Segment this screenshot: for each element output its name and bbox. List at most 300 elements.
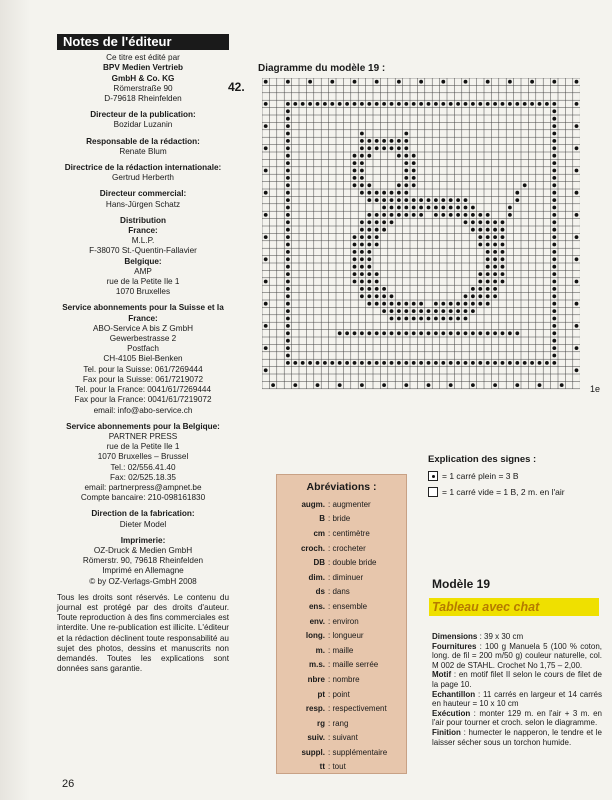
filled-cell xyxy=(286,139,290,143)
filled-cell xyxy=(508,80,512,84)
filled-cell xyxy=(456,213,460,217)
filled-cell xyxy=(434,331,438,335)
filled-cell xyxy=(397,361,401,365)
filled-cell xyxy=(360,183,364,187)
filled-cell xyxy=(493,235,497,239)
filled-cell xyxy=(360,287,364,291)
filled-cell xyxy=(286,294,290,298)
filled-cell xyxy=(367,280,371,284)
notes-block xyxy=(57,536,229,587)
filled-cell xyxy=(367,272,371,276)
filled-cell xyxy=(552,354,556,358)
filled-cell xyxy=(478,272,482,276)
abbreviation-value: : bride xyxy=(328,514,351,524)
filled-cell xyxy=(404,169,408,173)
filled-cell xyxy=(390,220,394,224)
filled-cell xyxy=(271,383,275,387)
filled-cell xyxy=(552,287,556,291)
abbreviation-key: m. xyxy=(315,645,325,655)
filled-cell xyxy=(353,176,357,180)
abbreviation-row xyxy=(282,585,401,600)
abbreviation-value: : maille xyxy=(328,645,354,655)
abbreviation-key: env. xyxy=(309,616,325,626)
description-text: : en motif filet II selon le cours de filet de la page 10. xyxy=(432,670,602,689)
block-line: CH-4105 Biel-Benken xyxy=(103,354,183,364)
filled-cell xyxy=(264,280,268,284)
abbreviation-row xyxy=(282,643,401,658)
filled-cell xyxy=(552,191,556,195)
filled-cell xyxy=(552,198,556,202)
filled-cell xyxy=(286,309,290,313)
filled-cell xyxy=(286,339,290,343)
abbreviation-row xyxy=(282,628,401,643)
block-line: rue de la Petite Ile 1 xyxy=(106,442,180,452)
filled-cell xyxy=(515,361,519,365)
block-title: Directeur commercial: xyxy=(99,189,187,199)
filled-cell xyxy=(493,272,497,276)
description-label: Dimensions xyxy=(432,632,478,641)
filled-cell xyxy=(375,220,379,224)
filled-cell xyxy=(464,80,468,84)
filled-cell xyxy=(360,383,364,387)
filled-cell xyxy=(486,294,490,298)
filled-cell xyxy=(382,139,386,143)
filled-cell xyxy=(552,361,556,365)
filled-cell xyxy=(397,139,401,143)
filled-cell xyxy=(501,235,505,239)
abbreviation-value: : centimètre xyxy=(328,528,370,538)
block-line: 1070 Bruxelles xyxy=(115,287,171,297)
filled-cell xyxy=(382,220,386,224)
filled-cell xyxy=(575,368,579,372)
filled-cell xyxy=(478,280,482,284)
legend-title: Explication des signes : xyxy=(428,454,537,465)
filled-cell xyxy=(552,228,556,232)
filled-cell xyxy=(286,361,290,365)
filled-cell xyxy=(397,302,401,306)
filled-cell xyxy=(264,80,268,84)
filled-cell xyxy=(456,361,460,365)
block-line: Gertrud Herberth xyxy=(112,173,174,183)
block-title: Service abonnements pour la Belgique: xyxy=(66,421,220,431)
filled-cell xyxy=(560,383,564,387)
filled-cell xyxy=(264,257,268,261)
filled-cell xyxy=(552,324,556,328)
filled-cell xyxy=(501,243,505,247)
abbreviation-value: : point xyxy=(328,689,350,699)
filled-cell xyxy=(538,102,542,106)
filled-cell xyxy=(375,235,379,239)
abbreviation-row xyxy=(282,658,401,673)
filled-cell xyxy=(552,250,556,254)
filled-cell xyxy=(264,302,268,306)
filled-cell xyxy=(456,206,460,210)
filled-cell xyxy=(478,213,482,217)
notes-block xyxy=(57,189,229,209)
filled-cell xyxy=(441,206,445,210)
filled-cell xyxy=(478,220,482,224)
filled-cell xyxy=(367,331,371,335)
filled-cell xyxy=(493,280,497,284)
filled-cell xyxy=(375,80,379,84)
filled-cell xyxy=(293,361,297,365)
abbreviation-key: croch. xyxy=(300,543,325,553)
filled-cell xyxy=(308,361,312,365)
filled-cell xyxy=(434,309,438,313)
filled-cell xyxy=(345,102,349,106)
filled-cell xyxy=(375,280,379,284)
filled-cell xyxy=(264,368,268,372)
filled-cell xyxy=(353,361,357,365)
filled-cell xyxy=(575,302,579,306)
filled-cell xyxy=(264,102,268,106)
filled-cell xyxy=(353,169,357,173)
filled-cell xyxy=(286,146,290,150)
filled-cell xyxy=(501,228,505,232)
description-text: : monter 129 m. en l'air + 3 m. en l'air pour tourner et croch. selon le diagramme. xyxy=(432,708,602,728)
filled-cell xyxy=(464,213,468,217)
filled-cell xyxy=(397,213,401,217)
notes-blocks xyxy=(57,110,229,587)
filled-cell xyxy=(286,228,290,232)
filled-cell xyxy=(501,102,505,106)
description-text: : humecter le napperon, le tendre et le laisser sécher sous un torchon humide. xyxy=(432,727,602,747)
abbreviation-value: : diminuer xyxy=(328,572,364,582)
filled-cell xyxy=(367,257,371,261)
filled-cell xyxy=(338,383,342,387)
filled-cell xyxy=(382,294,386,298)
filled-cell xyxy=(390,317,394,321)
filled-cell xyxy=(323,361,327,365)
abbreviation-row xyxy=(282,555,401,570)
filled-cell xyxy=(286,213,290,217)
block-line: M.L.P. xyxy=(131,236,155,246)
filled-cell xyxy=(404,198,408,202)
abbreviation-key: ens. xyxy=(308,601,325,611)
filled-cell xyxy=(412,183,416,187)
filled-cell xyxy=(552,213,556,217)
filled-cell xyxy=(575,346,579,350)
filled-cell xyxy=(552,339,556,343)
filled-cell xyxy=(375,139,379,143)
publisher-line: Ce titre est édité par xyxy=(106,53,180,63)
filled-cell xyxy=(471,294,475,298)
editor-notes xyxy=(57,34,229,674)
filled-cell xyxy=(449,213,453,217)
filled-cell xyxy=(552,161,556,165)
abbreviation-row xyxy=(282,541,401,556)
filled-cell xyxy=(515,191,519,195)
filled-cell xyxy=(478,302,482,306)
filled-cell xyxy=(286,183,290,187)
filled-cell xyxy=(286,243,290,247)
abbreviation-row xyxy=(282,614,401,629)
filled-cell xyxy=(552,309,556,313)
filled-cell xyxy=(456,302,460,306)
filled-cell xyxy=(375,243,379,247)
filled-cell xyxy=(375,294,379,298)
filled-cell xyxy=(367,287,371,291)
filled-cell xyxy=(434,206,438,210)
filled-cell xyxy=(390,191,394,195)
filled-cell xyxy=(397,317,401,321)
filled-cell xyxy=(486,220,490,224)
filled-cell xyxy=(486,280,490,284)
filled-cell xyxy=(390,302,394,306)
abbreviation-key: B xyxy=(319,514,325,524)
filled-cell xyxy=(471,228,475,232)
filled-cell xyxy=(508,213,512,217)
filled-cell xyxy=(397,80,401,84)
filled-cell xyxy=(375,361,379,365)
filled-cell xyxy=(471,206,475,210)
filled-cell xyxy=(412,154,416,158)
filled-cell xyxy=(449,331,453,335)
filled-cell xyxy=(493,294,497,298)
filled-cell xyxy=(286,124,290,128)
filled-cell xyxy=(441,198,445,202)
filled-cell xyxy=(390,361,394,365)
filled-cell xyxy=(501,257,505,261)
filled-cell xyxy=(286,324,290,328)
abbreviation-value: : double bride xyxy=(328,558,377,568)
abbreviations-list xyxy=(282,497,401,774)
filled-cell xyxy=(264,124,268,128)
filled-cell xyxy=(501,265,505,269)
filled-cell xyxy=(404,317,408,321)
filled-cell xyxy=(382,361,386,365)
block-title: Directeur de la publication: xyxy=(90,110,196,120)
filled-cell xyxy=(286,331,290,335)
description-paragraph xyxy=(432,642,602,671)
filled-cell xyxy=(456,309,460,313)
filled-cell xyxy=(404,302,408,306)
filled-cell xyxy=(375,146,379,150)
filled-cell xyxy=(412,198,416,202)
filled-cell xyxy=(382,383,386,387)
filled-cell xyxy=(360,169,364,173)
filled-cell xyxy=(286,265,290,269)
filled-cell xyxy=(464,102,468,106)
block-line: Compte bancaire: 210-098161830 xyxy=(80,493,206,503)
filled-cell xyxy=(286,346,290,350)
abbreviation-value: : dans xyxy=(328,587,350,597)
filled-cell xyxy=(367,198,371,202)
filled-cell xyxy=(293,383,297,387)
filled-cell xyxy=(434,198,438,202)
filled-cell xyxy=(397,309,401,313)
abbreviation-value: : crocheter xyxy=(328,543,366,553)
filled-cell xyxy=(404,331,408,335)
filled-cell xyxy=(419,361,423,365)
filled-cell xyxy=(360,220,364,224)
abbreviation-row xyxy=(282,701,401,716)
filled-cell xyxy=(412,102,416,106)
filled-cell xyxy=(390,146,394,150)
filled-cell xyxy=(353,250,357,254)
abbreviation-key: pt xyxy=(317,689,325,699)
filled-cell xyxy=(353,183,357,187)
filled-cell xyxy=(552,235,556,239)
description-paragraph xyxy=(432,670,602,689)
filled-cell xyxy=(286,109,290,113)
filled-cell xyxy=(360,331,364,335)
filled-cell xyxy=(523,102,527,106)
filled-cell xyxy=(360,250,364,254)
filled-cell xyxy=(360,132,364,136)
filled-cell xyxy=(367,220,371,224)
filled-cell xyxy=(397,206,401,210)
filled-cell xyxy=(367,302,371,306)
filled-cell xyxy=(508,361,512,365)
filled-cell xyxy=(545,102,549,106)
filled-cell xyxy=(486,102,490,106)
filled-cell xyxy=(552,117,556,121)
diagram-row-label-top: 42. xyxy=(228,80,245,94)
filled-cell xyxy=(552,80,556,84)
filled-cell xyxy=(360,191,364,195)
description-label: Fournitures xyxy=(432,641,477,651)
filled-cell xyxy=(264,324,268,328)
notes-title: Notes de l'éditeur xyxy=(57,34,229,50)
filled-cell xyxy=(367,146,371,150)
filled-cell xyxy=(390,309,394,313)
abbreviation-key: tt xyxy=(319,762,325,772)
filled-cell xyxy=(508,206,512,210)
filled-cell xyxy=(493,331,497,335)
filled-cell xyxy=(412,302,416,306)
filled-cell xyxy=(493,257,497,261)
block-title: Imprimerie: xyxy=(120,535,166,545)
filled-cell xyxy=(493,287,497,291)
filled-cell xyxy=(412,169,416,173)
filled-cell xyxy=(493,383,497,387)
filled-cell xyxy=(397,331,401,335)
filled-cell xyxy=(286,302,290,306)
filled-cell xyxy=(360,294,364,298)
filled-cell xyxy=(360,228,364,232)
filled-cell xyxy=(501,331,505,335)
filled-cell xyxy=(353,265,357,269)
filled-cell xyxy=(390,198,394,202)
block-line: PARTNER PRESS xyxy=(108,431,178,441)
abbreviation-value: : environ xyxy=(328,616,359,626)
filled-cell xyxy=(286,257,290,261)
abbreviation-key: suiv. xyxy=(307,733,325,743)
filled-cell xyxy=(464,309,468,313)
filled-cell xyxy=(419,309,423,313)
filled-cell xyxy=(375,191,379,195)
filled-cell xyxy=(367,154,371,158)
filled-cell xyxy=(286,280,290,284)
block-line: OZ-Druck & Medien GmbH xyxy=(93,545,193,555)
filled-cell xyxy=(360,139,364,143)
filled-cell xyxy=(367,213,371,217)
publisher-line: GmbH & Co. KG xyxy=(111,73,175,83)
block-line: AMP xyxy=(134,266,152,276)
filled-cell xyxy=(552,302,556,306)
filled-cell xyxy=(367,265,371,269)
filled-cell xyxy=(412,317,416,321)
abbreviation-row xyxy=(282,512,401,527)
abbreviation-value: : tout xyxy=(328,762,346,772)
filled-cell xyxy=(382,302,386,306)
description-label: Exécution xyxy=(432,708,471,718)
abbreviation-value: : maille serrée xyxy=(328,660,379,670)
model-subtitle: Tableau avec chat xyxy=(429,598,599,616)
filled-cell xyxy=(367,250,371,254)
filled-cell xyxy=(419,331,423,335)
filled-cell xyxy=(286,220,290,224)
filled-cell xyxy=(471,361,475,365)
filled-cell xyxy=(345,331,349,335)
filled-cell xyxy=(471,213,475,217)
filled-cell xyxy=(264,169,268,173)
filled-cell xyxy=(552,109,556,113)
filled-cell xyxy=(552,206,556,210)
filled-cell xyxy=(575,280,579,284)
filled-cell xyxy=(464,302,468,306)
filled-cell xyxy=(464,198,468,202)
filled-cell xyxy=(390,331,394,335)
filled-cell xyxy=(478,287,482,291)
filled-cell xyxy=(338,331,342,335)
filled-cell xyxy=(552,331,556,335)
filled-cell xyxy=(552,294,556,298)
filled-cell xyxy=(449,309,453,313)
filled-cell xyxy=(427,361,431,365)
filled-cell xyxy=(464,220,468,224)
filled-cell xyxy=(530,102,534,106)
filled-cell xyxy=(552,183,556,187)
filled-cell xyxy=(353,280,357,284)
filled-cell xyxy=(308,80,312,84)
filled-cell xyxy=(478,228,482,232)
filled-cell xyxy=(286,272,290,276)
filled-cell xyxy=(508,102,512,106)
filled-cell xyxy=(286,132,290,136)
filled-cell xyxy=(486,228,490,232)
publisher-line: D-79618 Rheinfelden xyxy=(104,94,182,104)
filled-cell xyxy=(478,361,482,365)
abbreviation-value: : rang xyxy=(328,718,349,728)
block-line: ABO-Service A bis Z GmbH xyxy=(92,323,194,333)
block-line: France: xyxy=(128,226,158,236)
filled-cell xyxy=(382,146,386,150)
filled-cell xyxy=(412,331,416,335)
filled-cell xyxy=(552,124,556,128)
filled-cell xyxy=(575,146,579,150)
block-line: email: info@abo-service.ch xyxy=(93,405,193,415)
block-line: Tel. pour la Suisse: 061/7269444 xyxy=(83,364,203,374)
filled-cell xyxy=(360,235,364,239)
filled-cell xyxy=(308,102,312,106)
filled-cell xyxy=(552,257,556,261)
filled-cell xyxy=(478,102,482,106)
filled-cell xyxy=(515,198,519,202)
filled-cell xyxy=(353,161,357,165)
filled-cell xyxy=(493,265,497,269)
model-description xyxy=(432,632,602,747)
filled-cell xyxy=(552,317,556,321)
filled-cell xyxy=(367,235,371,239)
filled-cell xyxy=(427,102,431,106)
filled-cell xyxy=(575,80,579,84)
abbreviation-row xyxy=(282,672,401,687)
abbreviation-key: DB xyxy=(313,558,325,568)
notes-block xyxy=(57,509,229,529)
filled-cell xyxy=(493,220,497,224)
